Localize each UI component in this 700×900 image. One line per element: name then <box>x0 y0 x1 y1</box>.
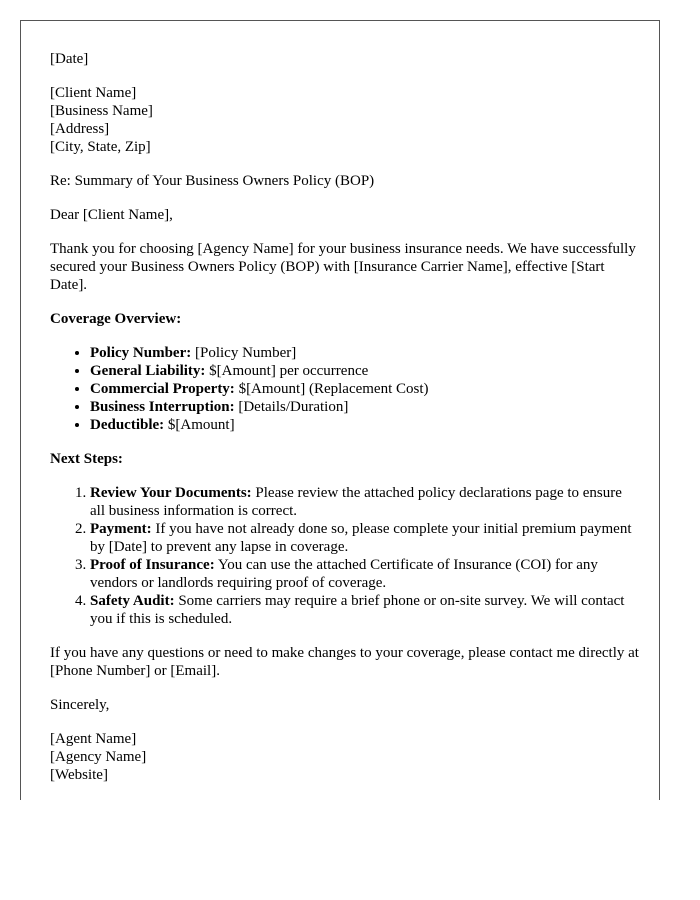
recipient-business-name: [Business Name] <box>50 103 153 119</box>
next-step-label: Safety Audit: <box>90 593 175 609</box>
signature-website: [Website] <box>50 767 108 783</box>
coverage-item-label: General Liability: <box>90 363 206 379</box>
recipient-address-block <box>50 84 640 156</box>
next-step-safety-audit <box>90 592 640 628</box>
recipient-city-state-zip: [City, State, Zip] <box>50 139 151 155</box>
next-step-payment <box>90 520 640 556</box>
next-step-proof-of-insurance <box>90 556 640 592</box>
letter-page <box>20 20 660 800</box>
coverage-item-business-interruption <box>90 398 640 416</box>
coverage-heading: Coverage Overview: <box>50 311 182 327</box>
coverage-item-label: Deductible: <box>90 417 165 433</box>
coverage-item-label: Policy Number: <box>90 345 192 361</box>
coverage-item-commercial-property <box>90 380 640 398</box>
signature-agent-name: [Agent Name] <box>50 731 137 747</box>
signature-block <box>50 730 640 784</box>
coverage-item-deductible <box>90 416 640 434</box>
next-step-text: If you have not already done so, please complete your initial premium payment by [Date] to prevent any lapse in coverage. <box>90 521 632 555</box>
recipient-address: [Address] <box>50 121 110 137</box>
coverage-list <box>50 344 640 434</box>
letter-salutation: Dear [Client Name], <box>50 207 173 223</box>
next-step-text: You can use the attached Certificate of Insurance (COI) for any vendors or landlords requiring proof of coverage. <box>90 557 598 591</box>
coverage-item-value: [Details/Duration] <box>234 399 349 415</box>
closing-paragraph: If you have any questions or need to make changes to your coverage, please contact me directly at [Phone Number] or [Email]. <box>50 645 639 679</box>
next-step-review-documents <box>90 484 640 520</box>
coverage-item-value: $[Amount] (Replacement Cost) <box>234 381 429 397</box>
next-steps-heading: Next Steps: <box>50 451 123 467</box>
next-step-label: Review Your Documents: <box>90 485 252 501</box>
letter-date: [Date] <box>50 51 89 67</box>
coverage-item-value: $[Amount] per occurrence <box>205 363 369 379</box>
coverage-item-value: $[Amount] <box>164 417 235 433</box>
next-step-label: Payment: <box>90 521 152 537</box>
letter-subject: Re: Summary of Your Business Owners Policy (BOP) <box>50 173 375 189</box>
recipient-client-name: [Client Name] <box>50 85 137 101</box>
letter-intro-paragraph: Thank you for choosing [Agency Name] for your business insurance needs. We have successfully secured your Business Owners Policy (BOP) with [Insurance Carrier Name], effective [Start Date]. <box>50 241 636 293</box>
next-step-text: Some carriers may require a brief phone or on-site survey. We will contact you if this is scheduled. <box>90 593 625 627</box>
next-step-label: Proof of Insurance: <box>90 557 215 573</box>
coverage-item-label: Commercial Property: <box>90 381 235 397</box>
next-step-text: Please review the attached policy declarations page to ensure all business information is correct. <box>90 485 622 519</box>
next-steps-list <box>50 484 640 628</box>
signature-agency-name: [Agency Name] <box>50 749 147 765</box>
coverage-item-label: Business Interruption: <box>90 399 235 415</box>
letter-content <box>50 50 640 800</box>
coverage-item-policy-number <box>90 344 640 362</box>
coverage-item-general-liability <box>90 362 640 380</box>
letter-signoff: Sincerely, <box>50 697 110 713</box>
coverage-item-value: [Policy Number] <box>191 345 297 361</box>
